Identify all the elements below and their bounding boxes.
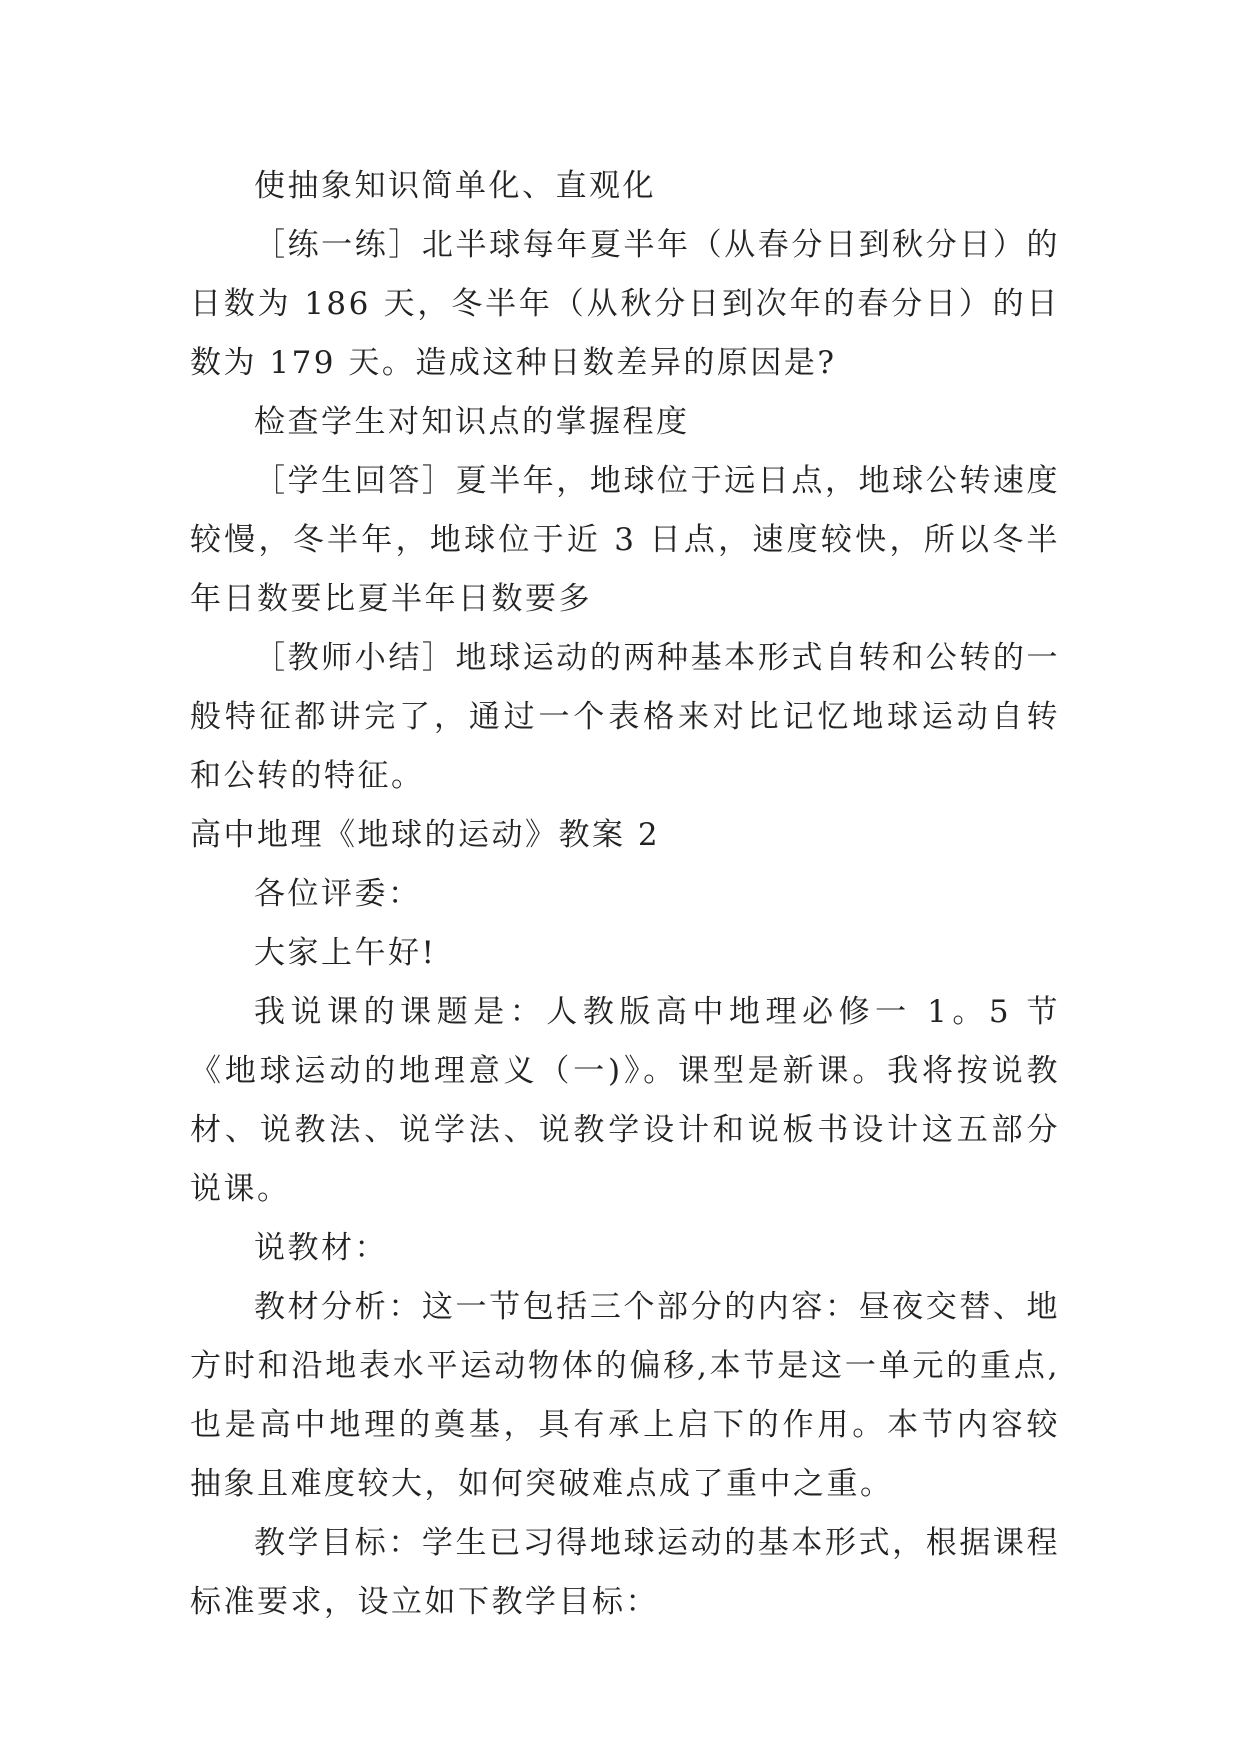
paragraph-teaching-material-title: 说教材： [254,1230,388,1266]
paragraph-visualization-note: 使抽象知识简单化、直观化 [254,168,656,204]
paragraph-check-understanding: 检查学生对知识点的掌握程度 [254,404,690,440]
paragraph-lesson-topic: 我说课的课题是：人教版高中地理必修一 1。5 节《地球运动的地理意义（一)》。课型是新课。我将按说教材、说教法、说学法、说教学设计和说板书设计这五部分说课。 [190,994,1060,1207]
paragraph-teaching-goals: 教学目标：学生已习得地球运动的基本形式，根据课程标准要求，设立如下教学目标： [190,1525,1060,1620]
document-body [190,157,1060,1632]
paragraph-greeting-judges: 各位评委： [254,876,422,912]
paragraph-good-morning: 大家上午好! [254,935,437,971]
paragraph-practice-question: ［练一练］北半球每年夏半年（从春分日到秋分日）的日数为 186 天，冬半年（从秋分日到次年的春分日）的日数为 179 天。造成这种日数差异的原因是? [190,227,1060,381]
paragraph-teacher-summary: ［教师小结］地球运动的两种基本形式自转和公转的一般特征都讲完了，通过一个表格来对比记忆地球运动自转和公转的特征。 [190,640,1060,794]
paragraph-student-answer: ［学生回答］夏半年，地球位于远日点，地球公转速度较慢，冬半年，地球位于近 3 日点，速度较快，所以冬半年日数要比夏半年日数要多 [190,463,1060,617]
section-heading: 高中地理《地球的运动》教案 2 [190,817,661,853]
paragraph-material-analysis: 教材分析：这一节包括三个部分的内容：昼夜交替、地方时和沿地表水平运动物体的偏移,本节是这一单元的重点,也是高中地理的奠基，具有承上启下的作用。本节内容较抽象且难度较大，如何突破难点成了重中之重。 [190,1289,1060,1502]
